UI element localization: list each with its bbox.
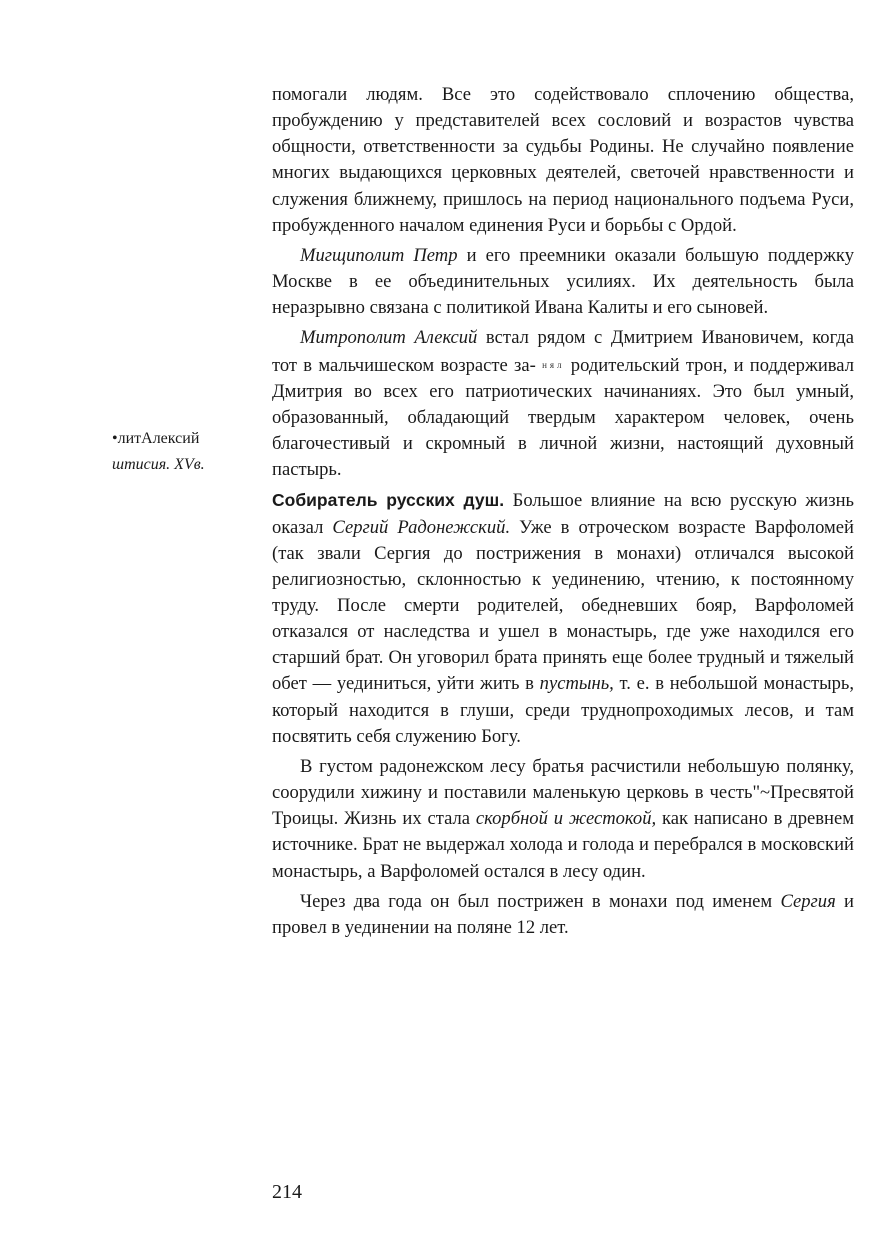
paragraph-5 [272, 754, 854, 885]
margin-caption [112, 426, 262, 478]
paragraph-4-text-c: т. е. в небольшой монастырь, который находится в глуши, среди труднопроходимых лесов, и там посвятить себя служению Богу. [272, 673, 855, 747]
paragraph-6-name: Сергия [780, 890, 836, 912]
paragraph-3 [272, 325, 854, 483]
paragraph-3-text-b: родительский трон, и поддерживал Дмитрия во всех его патриотических начинаниях. Это был умный, образованный, обладающий твердым характером человек, очень благочестивый и скромный в личной жизни, настоящий духовный пастырь. [272, 354, 854, 481]
paragraph-4-text-b: Уже в отроческом возрасте Варфоломей (так звали Сергия до пострижения в монахи) отличался высокой религиозностью, склонностью к уединению, чтению, к постоянному труду. После смерти родителей, обедневших бояр, Варфоломей отказался от наследства и ушел в монастырь, где уже находился его старший брат. Он уговорил брата принять еще более трудный и тяжелый обет — уединиться, уйти жить в [272, 516, 854, 695]
paragraph-2 [272, 243, 854, 321]
paragraph-3-hyphen-fragment: нял [542, 359, 565, 370]
paragraph-4-text-a: Большое влияние на всю русскую жизнь оказал [272, 490, 854, 538]
paragraph-6 [272, 889, 854, 941]
paragraph-6-text-a: Через два года он был пострижен в монахи под именем [300, 890, 781, 912]
paragraph-5-quote: скорбной и жестокой, [475, 808, 657, 830]
paragraph-2-name: Мигщиполит Петр [300, 244, 458, 266]
paragraph-6-text-b: и провел в уединении на поляне 12 лет. [272, 890, 854, 938]
paragraph-5-text-a: В густом радонежском лесу братья расчистили небольшую полянку, соорудили хижину и поставили маленькую церковь в честь"~Пресвятой Троицы. Жизнь их стала [272, 755, 854, 830]
margin-caption-line-2: штисия. XVв. [112, 456, 205, 473]
paragraph-3-name: Митрополит Алексий [300, 327, 478, 349]
main-text-column [272, 82, 854, 941]
paragraph-4-term: пустынь, [539, 673, 614, 695]
paragraph-1 [272, 82, 854, 239]
paragraph-1-text: помогали людям. Все это содействовало сплочению общества, пробуждению у представителей всех сословий и возрастов чувства общности, ответственности за судьбы Родины. Не случайно появление многих выдающихся церковных деятелей, светочей нравственности и служения ближнему, пришлось на период национального подъема Руси, пробужденного началом единения Руси и борьбы с Ордой. [272, 84, 854, 236]
paragraph-3-text-a: встал рядом с Дмитрием Ивановичем, когда тот в мальчишеском возрасте за- [272, 327, 854, 376]
paragraph-4-name: Сергий Радонежский. [332, 516, 511, 538]
paragraph-4 [272, 487, 854, 750]
section-heading: Собиратель русских душ. [272, 490, 505, 511]
paragraph-5-text-b: как написано в древнем источнике. Брат не выдержал холода и голода и перебрался в московский монастырь, а Варфоломей остался в лесу один. [272, 808, 854, 882]
page-number: 214 [272, 1181, 302, 1203]
paragraph-2-text: и его преемники оказали большую поддержку Москве в ее объединительных усилиях. Их деятельность была неразрывно связана с политикой Ивана Калиты и его сыновей. [272, 244, 854, 319]
margin-caption-line-1: •литАлексий [112, 430, 200, 447]
